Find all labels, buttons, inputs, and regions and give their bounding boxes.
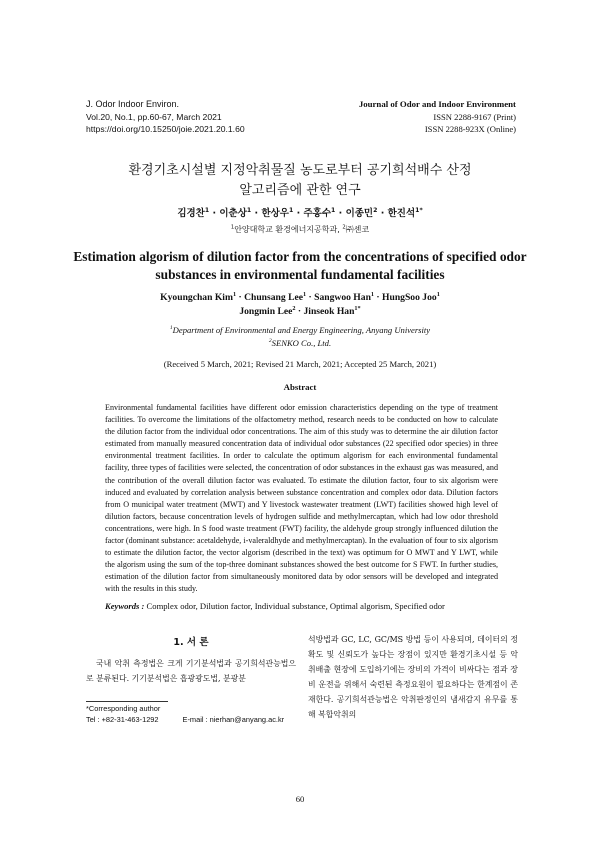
corresponding-author-footnote xyxy=(86,704,284,725)
author: Sangwoo Han xyxy=(314,292,371,303)
author-sup: 1 xyxy=(331,206,336,214)
author-sup: 1 xyxy=(246,206,252,214)
author-sup: 1* xyxy=(354,304,361,312)
korean-affil-1: 안양대학교 환경에너지공학과, xyxy=(234,225,340,234)
corresponding-email[interactable]: E-mail : nierhan@anyang.ac.kr xyxy=(182,714,285,724)
korean-authors: 김경찬$^1$ · 이춘상$^1$ · 한상우$^1$ · 주홍수$^1$ · 이종민$^2$ · 한진석$^{1*}$ xyxy=(177,206,423,219)
korean-title-line1: 환경기초시설별 지정악취물질 농도로부터 공기희석배수 산정 xyxy=(128,163,472,178)
author-sup: 1 xyxy=(303,290,307,298)
affil-sup: 1 xyxy=(230,224,235,231)
affil-sup: 2 xyxy=(268,337,272,344)
author-sup: 1 xyxy=(232,290,237,298)
issn-online: ISSN 2288-923X (Online) xyxy=(424,124,516,134)
author-sup: 2 xyxy=(292,304,296,312)
doi-link[interactable]: https://doi.org/10.15250/joie.2021.20.1.60 xyxy=(86,124,245,134)
abstract-heading: Abstract xyxy=(283,382,317,392)
korean-title xyxy=(0,161,600,201)
keywords-text: Complex odor, Dilution factor, Individual substance, Optimal algorism, Specified odor xyxy=(146,601,445,611)
author: 이춘상 xyxy=(219,208,247,219)
author: Kyoungchan Kim xyxy=(160,292,233,303)
english-authors: Kyoungchan Kim$^1$ · Chunsang Lee$^1$ · Sangwoo Han$^1$ · HungSoo Joo$^1$ Jongmin Lee$^2$ · Jinseok Han$^{1*}$ xyxy=(160,290,440,317)
body-left-paragraph: 국내 악취 측정법은 크게 기기분석법과 공기희석관능법으로 분류된다. 기기분석법은 흡광광도법, 분광분 xyxy=(86,659,296,684)
journal-full-title: Journal of Odor and Indoor Environment xyxy=(358,99,516,109)
author: 주홍수 xyxy=(303,208,332,219)
affil-sup: 1 xyxy=(169,325,173,332)
author: Jongmin Lee xyxy=(239,305,293,317)
page-number: 60 xyxy=(295,794,305,804)
author-sup: 1* xyxy=(415,206,423,214)
author-sup: 1 xyxy=(288,206,294,214)
author: HungSoo Joo xyxy=(382,292,437,303)
received-dates: (Received 5 March, 2021; Revised 21 March, 2021; Accepted 25 March, 2021) xyxy=(163,359,437,369)
english-title: Estimation algorism of dilution factor from the concentrations of specified odor substances in environmental fundamental facilities xyxy=(73,249,527,282)
author: Jinseok Han xyxy=(303,305,355,317)
footnote-divider xyxy=(86,701,168,702)
author: 한진석 xyxy=(387,208,416,219)
issn-print: ISSN 2288-9167 (Print) xyxy=(433,111,516,122)
author: 이종민 xyxy=(345,208,374,219)
author-sup: 1 xyxy=(370,290,375,298)
body-right-paragraph: 석방법과 GC, LC, GC/MS 방법 등이 사용되며, 데이터의 정확도 및 신뢰도가 높다는 장점이 있지만 환경기초시설 등 악취배출 현장에 도입하기에는 장비의 가격이 비싸다는 점과 장비 운전을 위해서 숙련된 측정요원이 필요하다는 한계점이 존재한다. 공기희석관능법은 악취판정인의 냄새감지 유무를 통해 복합악취의 xyxy=(308,635,518,720)
keywords xyxy=(105,601,505,611)
english-affiliations xyxy=(0,324,600,349)
author: 한상우 xyxy=(261,208,289,219)
english-affil-2: SENKO Co., Ltd. xyxy=(271,337,332,348)
author-sup: 2 xyxy=(373,206,378,214)
journal-header-right xyxy=(359,98,516,136)
corresponding-label: *Corresponding author xyxy=(86,704,161,713)
korean-affil-2: ㈜센코 xyxy=(345,225,370,234)
author-sup: 1 xyxy=(204,206,210,214)
journal-header-left xyxy=(86,98,245,136)
abstract-text: Environmental fundamental facilities have different odor emission characteristics depending on the type of treatment facilities. To overcome the limitations of the olfactometry method, research needs to be conducted on how to calculate the dilution factor from the individual odor concentrations. The aim of this study was to determine the air dilution factor estimated from manually measured concentration data of individual odor substances (22 specified odor species) in three environmental treatment facilities. In order to calculate the optimum algorism for each environmental fundamental facility, three types of facilities were selected, the concentration of odor substances in the exhaust gas was measured, and the contribution of the overall dilution factor was evaluated. To estimate the dilution factor, four to six algorism were induced and evaluated by correlation analysis between substance concentration and complex odor data. Dilution factors from O municipal water treatment (MWT) and Y livestock wastewater treatment (LWT) facilities showed high level of dilution factors, because concentration levels of hydrogen sulfide and methylmercaptan, which had low odor threshold concentrations, were high. In S food waste treatment (FWT) facility, the aldehyde group strongly influenced dilution the factor (dominant substance: acetaldehyde, i-valeraldhyde and methylmercaptan). In the evaluation of four to six algorism to estimate the dilution factor, the vector algorism (described in the text) was optimum for O MWT and Y LWT, while the algorism using the sum of the top-three dominant substances showed the best outcome for S FWT. In further studies, estimation of the dilution factor from simultaneously monitored data by odor sensors will be developed and integrated with the results in this study. xyxy=(105,403,498,594)
author: Chunsang Lee xyxy=(244,292,303,303)
volume-info: Vol.20, No.1, pp.60-67, March 2021 xyxy=(86,111,222,122)
author: 김경찬 xyxy=(177,208,205,219)
corresponding-tel: Tel : +82-31-463-1292 xyxy=(86,714,159,724)
english-affil-1: Department of Environmental and Energy Engineering, Anyang University xyxy=(172,325,431,335)
section-heading-introduction: 1. 서 론 xyxy=(173,637,209,648)
journal-abbrev: J. Odor Indoor Environ. xyxy=(86,99,180,109)
author-sup: 1 xyxy=(436,290,440,298)
affil-sup: 2 xyxy=(342,224,346,231)
korean-affiliations xyxy=(0,224,600,235)
korean-title-line2: 알고리즘에 관한 연구 xyxy=(239,183,361,198)
keywords-label: Keywords : xyxy=(105,601,145,611)
